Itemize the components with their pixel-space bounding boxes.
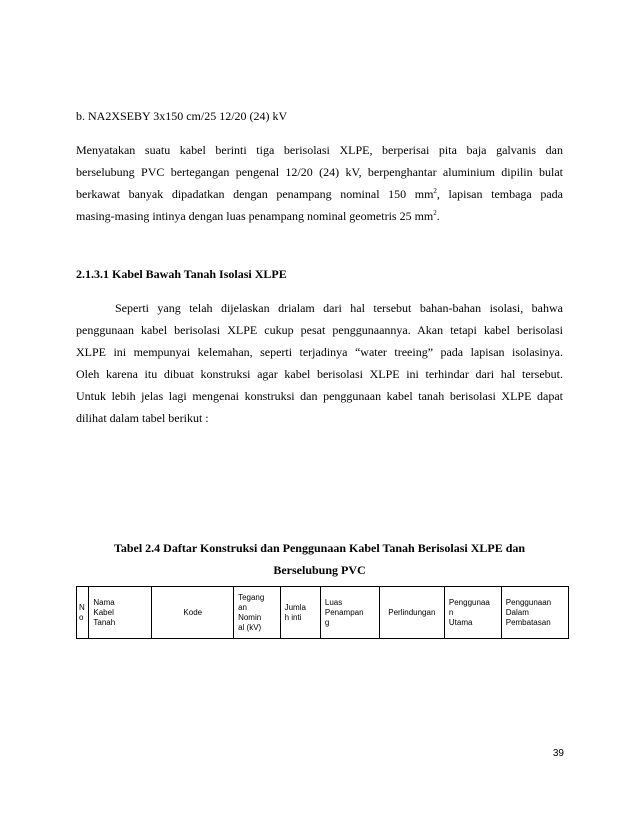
header-perlindungan: Perlindungan xyxy=(379,587,444,639)
table-header-row xyxy=(77,587,569,639)
paragraph-line-5: Untuk lebih jelas lagi mengenai konstruksi dan penggunaan kabel tanah berisolasi XLPE dapat xyxy=(76,389,563,403)
section-b-line-2: berselubung PVC bertegangan pengenal 12/20 (24) kV, berpenghantar aluminium dipilin bulat xyxy=(76,165,563,179)
section-b-line-3: berkawat banyak dipadatkan dengan penampang nominal 150 $mm^2$, lapisan tembaga pada xyxy=(76,187,564,201)
header-jumlah-inti: Jumla h inti xyxy=(280,587,320,639)
section-heading: 2.1.3.1 Kabel Bawah Tanah Isolasi XLPE xyxy=(76,267,287,281)
table-caption-line-2: Berselubung PVC xyxy=(273,563,366,577)
section-b-line-4: masing-masing intinya dengan luas penampang nominal geometris 25 $mm^2$. xyxy=(76,209,440,223)
section-b-title: b. NA2XSEBY 3x150 cm/25 12/20 (24) kV xyxy=(76,109,288,123)
header-luas-penampang: Luas Penampan g xyxy=(320,587,379,639)
table-caption-line-1: Tabel 2.4 Daftar Konstruksi dan Penggunaan Kabel Tanah Berisolasi XLPE dan xyxy=(113,541,526,555)
section-b-line-1: Menyatakan suatu kabel berinti tiga berisolasi XLPE, berperisai pita baja galvanis dan xyxy=(76,143,563,157)
header-nama-kabel: Nama Kabel Tanah xyxy=(89,587,152,639)
header-tegangan: Tegang an Nomin al (kV) xyxy=(234,587,281,639)
paragraph-line-2: penggunaan kabel berisolasi XLPE cukup pesat penggunaannya. Akan tetapi kabel berisolasi xyxy=(76,323,563,337)
cable-table xyxy=(76,586,569,639)
header-kode: Kode xyxy=(152,587,234,639)
paragraph-line-4: Oleh karena itu dibuat konstruksi agar kabel berisolasi XLPE ini terhindar dari hal tersebut. xyxy=(76,367,563,381)
header-penggunaan-utama: Penggunaa n Utama xyxy=(444,587,501,639)
page-number: 39 xyxy=(552,748,564,759)
header-no: N o xyxy=(77,587,89,639)
header-penggunaan-dalam-pembatasan: Penggunaan Dalam Pembatasan xyxy=(501,587,568,639)
paragraph-line-6: dilihat dalam tabel berikut : xyxy=(76,411,209,425)
paragraph-line-1: Seperti yang telah dijelaskan drialam dari hal tersebut bahan-bahan isolasi, bahwa xyxy=(115,301,563,315)
paragraph-line-3: XLPE ini mempunyai kelemahan, seperti terjadinya “water treeing” pada lapisan isolasinya. xyxy=(76,345,563,359)
